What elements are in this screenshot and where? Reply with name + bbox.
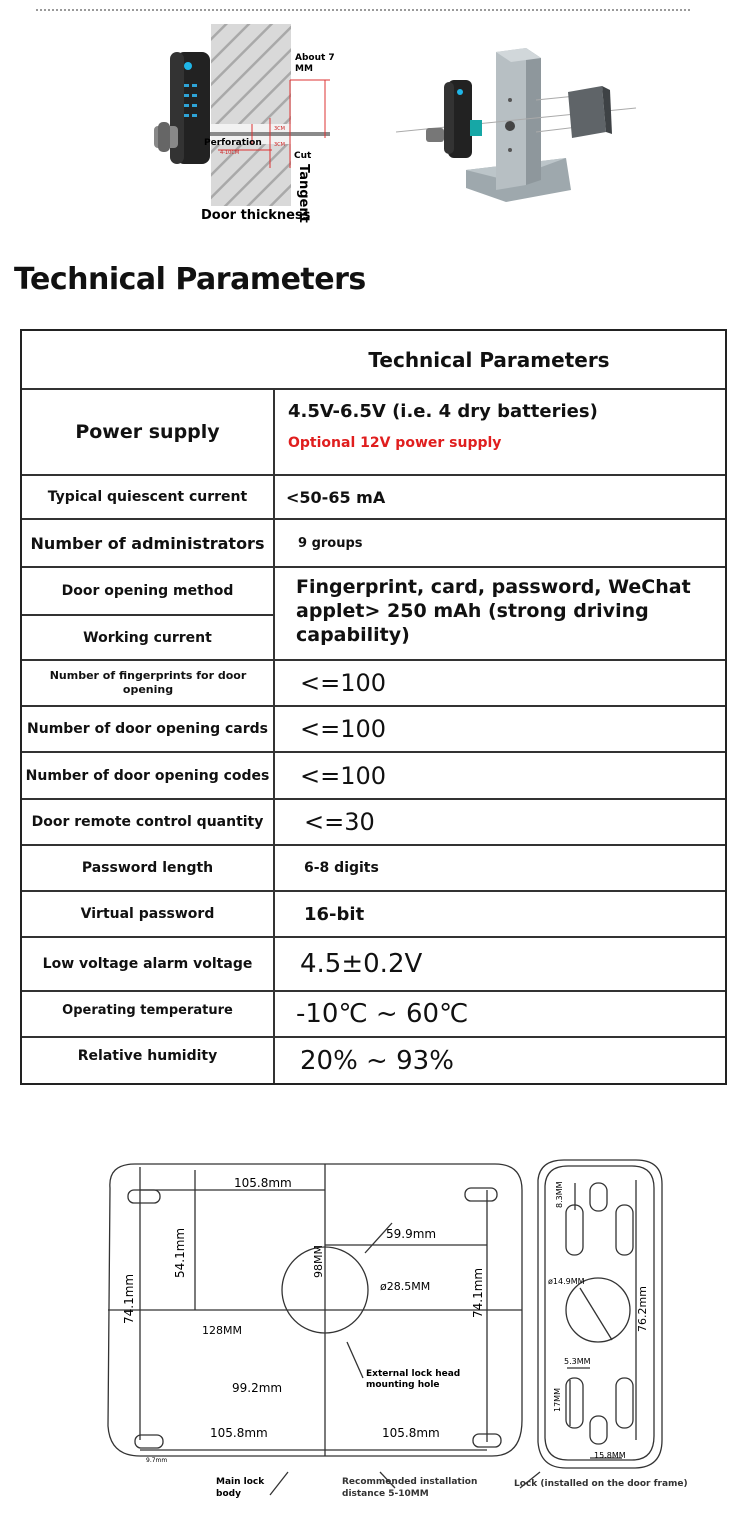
operating-temperature-label: Operating temperature <box>62 1002 233 1018</box>
dim-76-2: 76.2mm <box>636 1286 649 1332</box>
operating-temperature-value: -10℃ ~ 60℃ <box>296 999 469 1029</box>
dim-128: 128MM <box>202 1324 242 1337</box>
cards-label: Number of door opening cards <box>27 721 268 737</box>
virtual-password-value: 16-bit <box>304 903 365 925</box>
quiescent-current-label: Typical quiescent current <box>47 489 248 505</box>
dim-98: 98MM <box>312 1245 325 1278</box>
dim-59-9: 59.9mm <box>386 1227 437 1241</box>
low-voltage-label: Low voltage alarm voltage <box>42 956 253 972</box>
door-thickness-label: Door thickness <box>201 208 311 223</box>
caption-lock-frame: Lock (installed on the door frame) <box>514 1479 688 1489</box>
dim-14-9: ø14.9MM <box>548 1277 585 1286</box>
codes-value: <=100 <box>300 761 387 790</box>
codes-label: Number of door opening codes <box>25 767 270 784</box>
dim-105-bottom-left: 105.8mm <box>210 1426 268 1440</box>
power-supply-value: 4.5V-6.5V (i.e. 4 dry batteries) <box>288 401 598 422</box>
dim-105-bottom-right: 105.8mm <box>382 1426 440 1440</box>
remote-quantity-label: Door remote control quantity <box>31 814 264 830</box>
about-label: About 7 <box>295 53 335 63</box>
dim-4-10cm: 4-10CM <box>220 150 240 156</box>
hole-label-2: mounting hole <box>366 1380 440 1390</box>
parameters-table <box>20 329 727 1085</box>
door-panel-upper <box>211 24 291 124</box>
dim-28-5: ø28.5MM <box>380 1280 431 1293</box>
dim-105-top: 105.8mm <box>234 1176 292 1190</box>
method-current-value: Fingerprint, card, password, WeChat applet> 250 mAh (strong driving capability) <box>296 576 691 646</box>
power-supply-note: Optional 12V power supply <box>288 435 502 451</box>
perforation-label: Perforation <box>204 138 262 148</box>
working-current-label: Working current <box>83 629 212 646</box>
caption-main-lock-2: body <box>216 1489 241 1499</box>
dim-74-left: 74.1mm <box>122 1273 136 1324</box>
quiescent-current-value: <50-65 mA <box>286 487 386 507</box>
dim-15-8: 15.8MM <box>594 1451 626 1460</box>
mm-label: MM <box>295 64 313 74</box>
dim-8-3: 8.3MM <box>555 1181 564 1208</box>
dim-9-7: 9.7mm <box>146 1457 168 1464</box>
hole-label-1: External lock head <box>366 1369 461 1379</box>
exploded-view-diagram <box>396 40 646 210</box>
virtual-password-label: Virtual password <box>80 906 215 922</box>
cards-value: <=100 <box>300 715 387 743</box>
tangent-label: Tangent <box>296 164 311 223</box>
dimension-drawing <box>0 1150 750 1516</box>
relative-humidity-label: Relative humidity <box>77 1048 218 1064</box>
door-opening-method-label: Door opening method <box>61 583 234 599</box>
dim-99-2: 99.2mm <box>232 1381 283 1395</box>
remote-quantity-value: <=30 <box>304 808 375 836</box>
relative-humidity-value: 20% ~ 93% <box>300 1046 454 1076</box>
fingerprints-label: Number of fingerprints for door opening <box>49 669 247 696</box>
password-length-value: 6-8 digits <box>304 860 379 876</box>
power-supply-label: Power supply <box>75 421 220 443</box>
dim-5-3: 5.3MM <box>564 1357 591 1366</box>
table-header: Technical Parameters <box>368 347 610 372</box>
fingerprints-value: <=100 <box>300 669 387 697</box>
caption-recommended-2: distance 5-10MM <box>342 1489 429 1499</box>
dim-3cm-a: 3CM <box>274 126 285 132</box>
dim-74-right: 74.1mm <box>471 1267 485 1318</box>
door-installation-diagram <box>140 18 340 228</box>
administrators-value: 9 groups <box>298 535 363 551</box>
dim-17: 17MM <box>553 1388 562 1412</box>
cut-label: Cut <box>294 151 312 161</box>
dim-54-1: 54.1mm <box>173 1227 187 1278</box>
caption-main-lock-1: Main lock <box>216 1477 265 1487</box>
administrators-label: Number of administrators <box>30 533 265 553</box>
dim-3cm-b: 3CM <box>274 142 285 148</box>
caption-recommended-1: Recommended installation <box>342 1477 478 1487</box>
section-title: Technical Parameters <box>14 262 366 297</box>
password-length-label: Password length <box>81 860 214 876</box>
top-divider <box>36 9 690 11</box>
low-voltage-value: 4.5±0.2V <box>300 949 423 979</box>
